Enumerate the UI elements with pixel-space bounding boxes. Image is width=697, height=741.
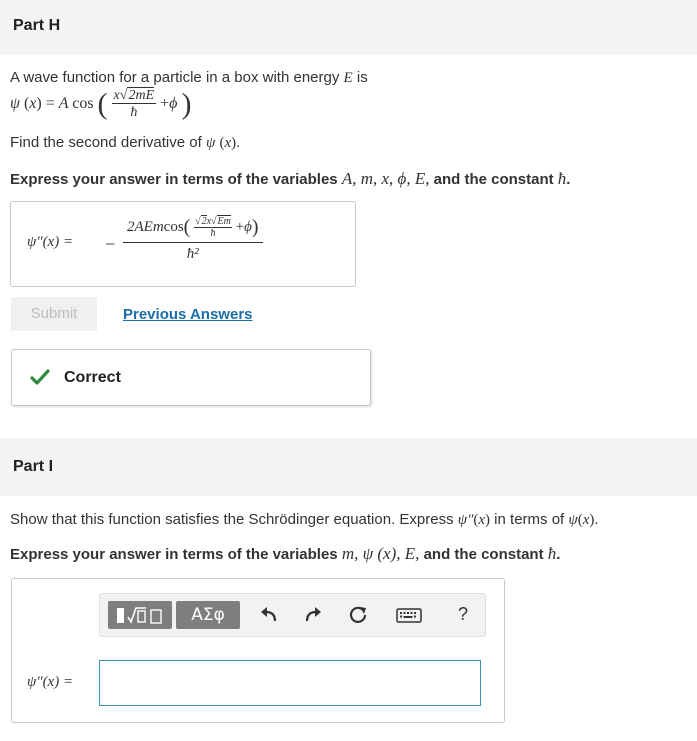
part-i-answer-input[interactable] [99, 660, 481, 706]
help-button[interactable]: ? [458, 604, 469, 624]
part-h-title: Part H [13, 17, 61, 34]
part-i-answer-label: ψ″(x) = [27, 674, 74, 690]
part-h-intro: A wave function for a particle in a box with energy E is [10, 69, 368, 86]
part-h-find-text: Find the second derivative of ψ (x). [10, 134, 241, 151]
feedback-text: Correct [64, 369, 121, 386]
submit-button[interactable]: Submit [11, 297, 97, 331]
part-i-header[interactable] [0, 438, 697, 496]
part-h-answer-label: ψ″(x) = [27, 234, 74, 250]
part-h-answer-box: ψ″(x) = − 2AEmcos( $\frac{√2x√Em}{ħ}$ +ϕ) ħ² [10, 201, 356, 287]
part-h-express-instruction: Express your answer in terms of the variables A, m, x, ϕ, E, and the constant ħ. [10, 169, 571, 188]
templates-button[interactable] [108, 601, 172, 629]
checkmark-icon [30, 367, 50, 387]
undo-icon[interactable] [258, 604, 280, 626]
templates-icon [108, 601, 172, 629]
part-h-header[interactable] [0, 0, 697, 55]
greek-symbols-button[interactable]: ΑΣφ [176, 601, 240, 629]
keyboard-icon[interactable] [396, 604, 422, 626]
part-i-express-instruction: Express your answer in terms of the variables m, ψ (x), E, and the constant ħ. [10, 544, 561, 563]
part-i-answer-editor [11, 578, 505, 723]
wave-function-equation: ψ (x) = A cos ( $\frac{x√2mE}{ħ}$ +ϕ ) [10, 87, 192, 121]
reset-icon[interactable] [347, 604, 369, 626]
redo-icon[interactable] [302, 604, 324, 626]
correct-feedback [11, 349, 371, 406]
part-i-show-text: Show that this function satisfies the Schrödinger equation. Express ψ″(x) in terms of ψ(x). [10, 511, 599, 528]
part-i-title: Part I [13, 458, 54, 475]
math-toolbar [99, 593, 486, 637]
previous-answers-link[interactable]: Previous Answers [123, 306, 253, 323]
